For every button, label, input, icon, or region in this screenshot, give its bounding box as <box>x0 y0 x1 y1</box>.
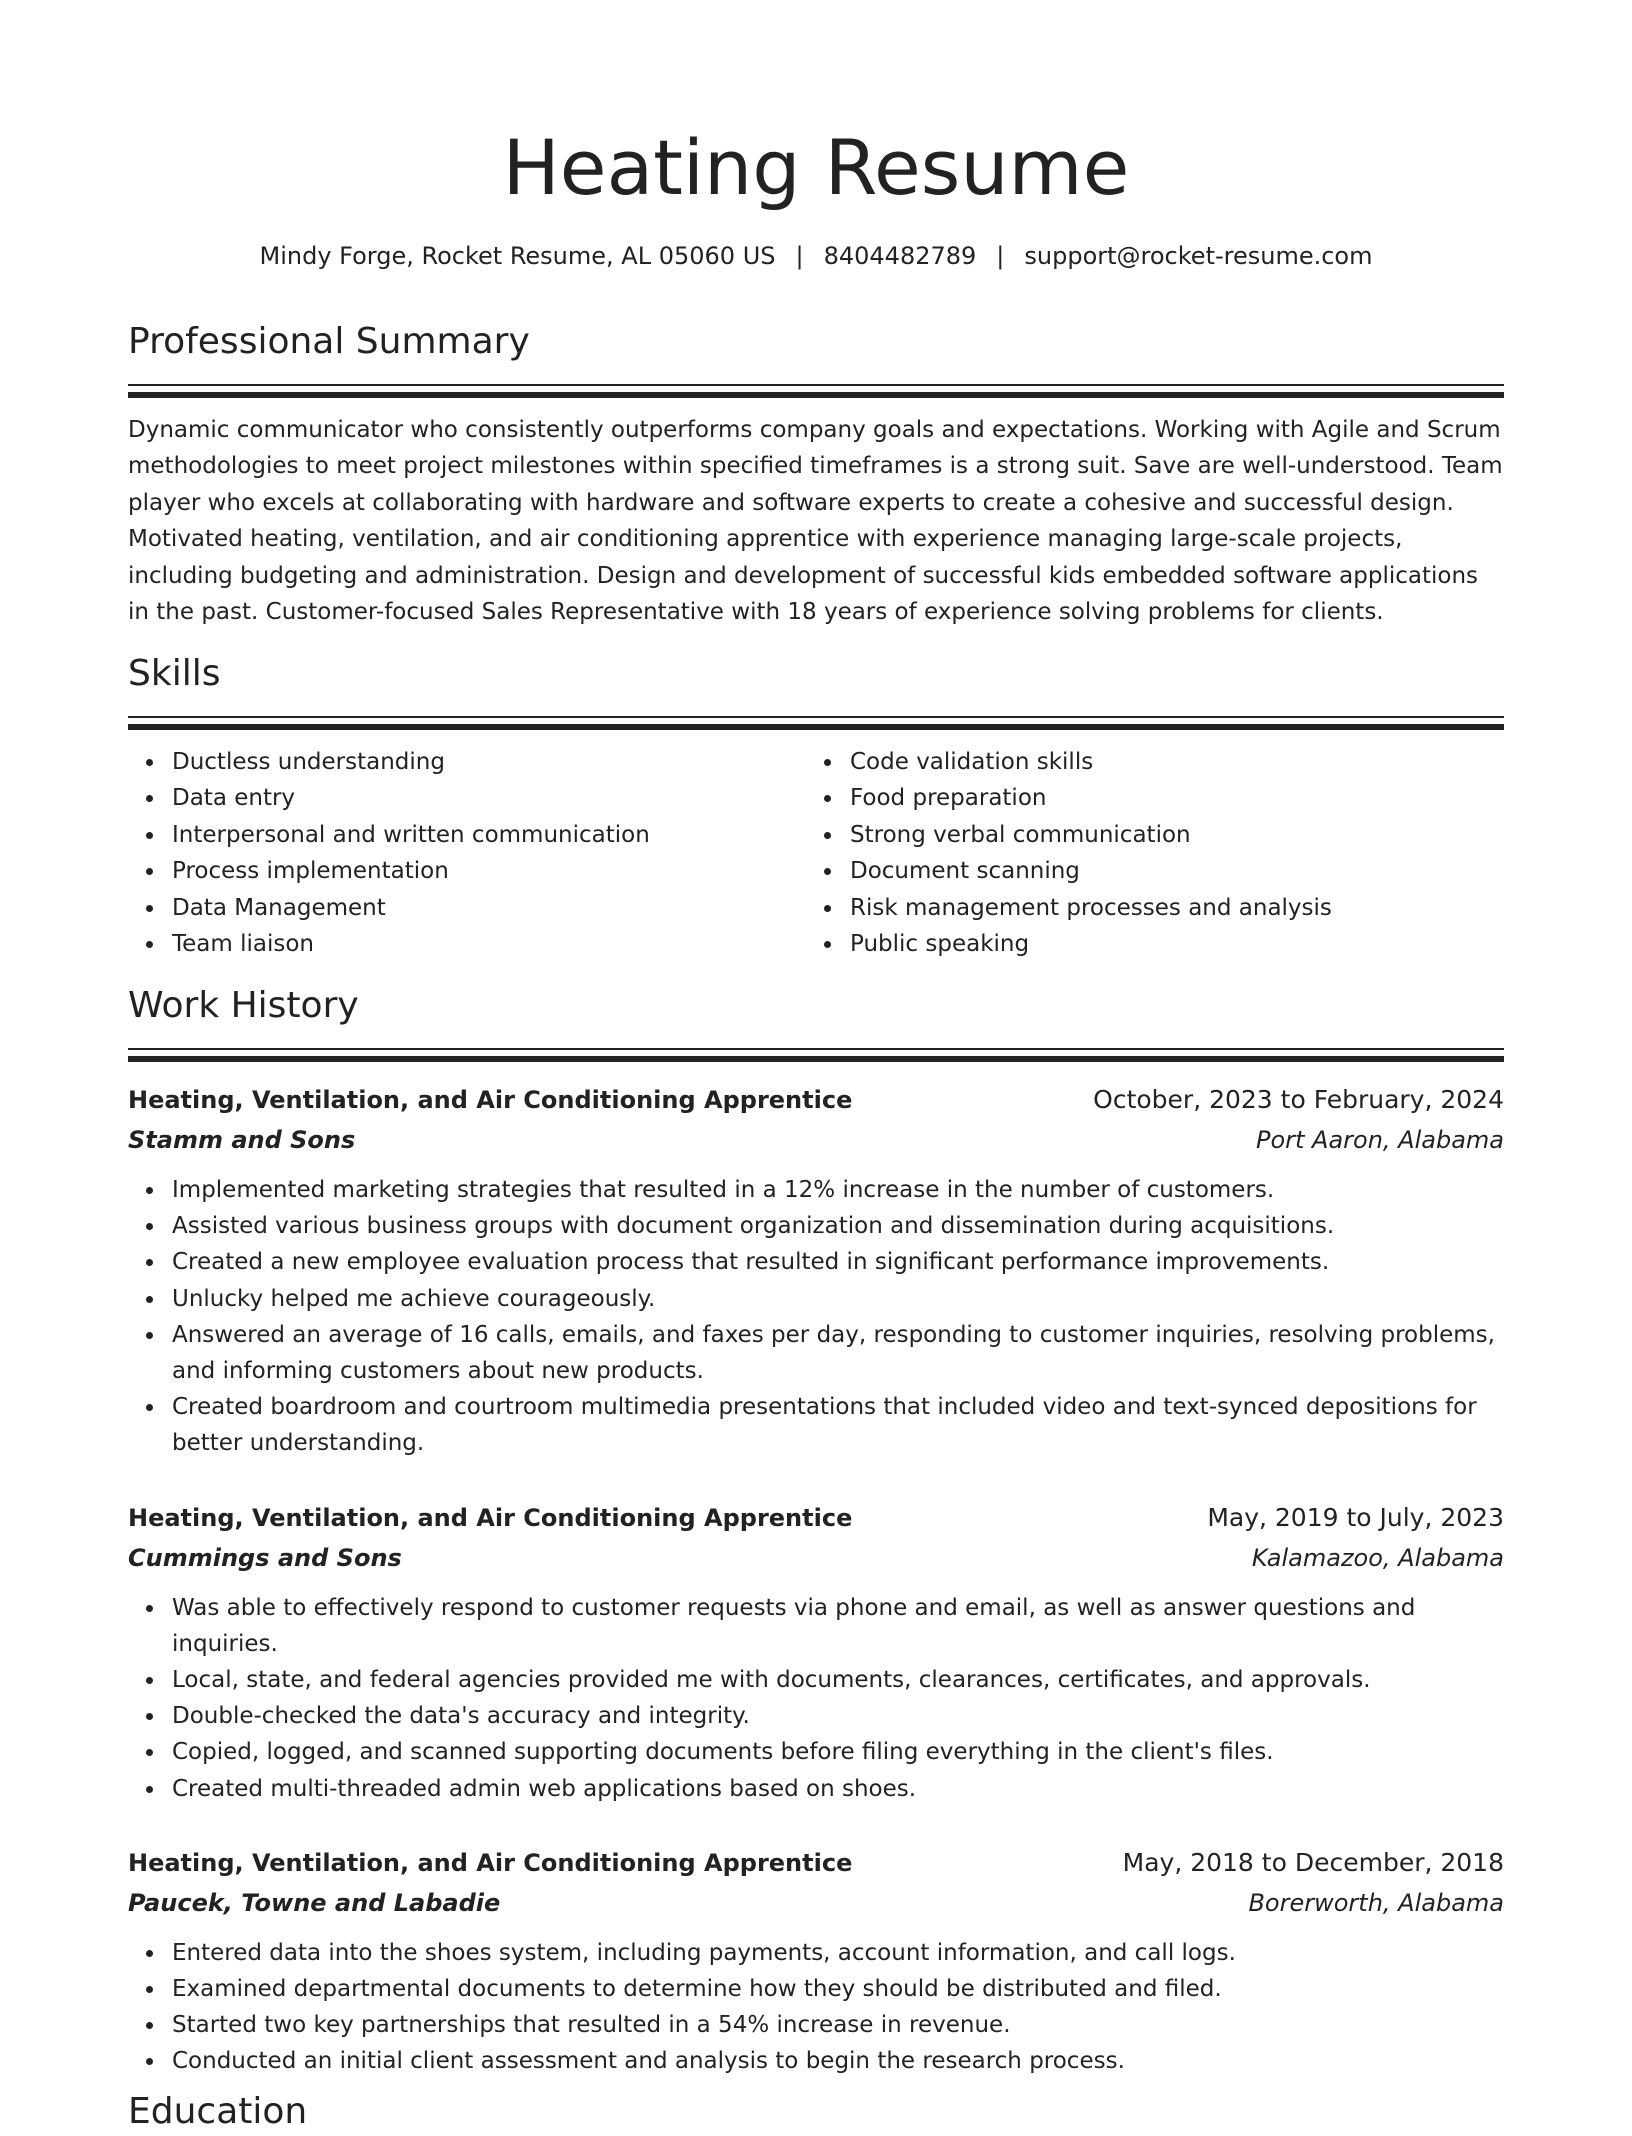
job-bullet: Assisted various business groups with document organization and dissemination during acquisitions. <box>172 1208 1504 1244</box>
job-company-row <box>128 1538 1504 1578</box>
skill-item: Ductless understanding <box>172 744 806 780</box>
job-company-row <box>128 1883 1504 1923</box>
section-heading-skills: Skills <box>128 653 221 694</box>
contact-address: Mindy Forge, Rocket Resume, AL 05060 US <box>259 242 776 270</box>
job-bullet: Answered an average of 16 calls, emails, and faxes per day, responding to customer inquiries, resolving problems, and informing customers about new products. <box>172 1317 1504 1389</box>
job-bullet: Conducted an initial client assessment and analysis to begin the research process. <box>172 2043 1504 2079</box>
job-bullet: Unlucky helped me achieve courageously. <box>172 1281 1504 1317</box>
job-bullet: Implemented marketing strategies that resulted in a 12% increase in the number of customers. <box>172 1172 1504 1208</box>
contact-separator: | <box>795 242 804 270</box>
summary-section <box>128 318 1504 630</box>
job-location: Kalamazoo, Alabama <box>1251 1543 1504 1572</box>
job-company: Stamm and Sons <box>128 1126 356 1154</box>
job-bullet: Examined departmental documents to determine how they should be distributed and filed. <box>172 1971 1504 2007</box>
job-bullet: Local, state, and federal agencies provided me with documents, clearances, certificates, and approvals. <box>172 1662 1504 1698</box>
job-dates: October, 2023 to February, 2024 <box>1093 1085 1504 1114</box>
job-title: Heating, Ventilation, and Air Conditioning Apprentice <box>128 1503 853 1532</box>
skill-item: Team liaison <box>172 926 806 962</box>
job-bullets <box>128 1172 1504 1462</box>
section-divider <box>128 1048 1504 1050</box>
contact-line <box>128 238 1504 274</box>
work-history-section <box>128 982 1504 2080</box>
job-entry <box>128 1843 1504 2080</box>
skills-grid <box>128 744 1504 962</box>
job-company-row <box>128 1120 1504 1160</box>
job-company: Paucek, Towne and Labadie <box>128 1888 501 1917</box>
skills-column-left <box>128 744 806 962</box>
job-bullet: Created multi-threaded admin web applications based on shoes. <box>172 1771 1504 1807</box>
job-bullet: Entered data into the shoes system, including payments, account information, and call logs. <box>172 1935 1504 1971</box>
skill-item: Code validation skills <box>850 744 1484 780</box>
job-bullet: Double-checked the data's accuracy and integrity. <box>172 1698 1504 1734</box>
skill-item: Data Management <box>172 890 806 926</box>
skill-item: Public speaking <box>850 926 1484 962</box>
section-divider-thick <box>128 1056 1504 1062</box>
skills-column-right <box>806 744 1484 962</box>
section-heading-education: Education <box>128 2091 308 2132</box>
job-bullet: Was able to effectively respond to customer requests via phone and email, as well as answer questions and inquiries. <box>172 1590 1504 1662</box>
summary-paragraph: Dynamic communicator who consistently outperforms company goals and expectations. Working with Agile and Scrum methodologies to meet project milestones within specified timeframes is a strong suit. Save are well-understood. Team player who excels at collaborating with hardware and software experts to create a cohesive and successful design. Motivated heating, ventilation, and air conditioning apprentice with experience managing large-scale projects, including budgeting and administration. Design and development of successful kids embedded software applications in the past. Customer-focused Sales Representative with 18 years of experience solving problems for clients. <box>128 417 1503 626</box>
contact-phone: 8404482789 <box>823 242 977 270</box>
skill-item: Food preparation <box>850 780 1484 816</box>
job-dates: May, 2018 to December, 2018 <box>1122 1847 1504 1877</box>
job-title-row <box>128 1080 1504 1120</box>
job-title-row <box>128 1843 1504 1883</box>
skill-item: Data entry <box>172 780 806 816</box>
job-dates: May, 2019 to July, 2023 <box>1207 1502 1504 1532</box>
skill-item: Strong verbal communication <box>850 817 1484 853</box>
resume-title: Heating Resume <box>502 123 1130 212</box>
job-bullets <box>128 1935 1504 2080</box>
job-title: Heating, Ventilation, and Air Conditioning Apprentice <box>128 1848 853 1877</box>
contact-separator: | <box>996 242 1005 270</box>
section-heading-work-history: Work History <box>128 985 359 1026</box>
job-location: Port Aaron, Alabama <box>1255 1126 1504 1154</box>
skill-item: Process implementation <box>172 853 806 889</box>
job-bullet: Copied, logged, and scanned supporting documents before filing everything in the client's files. <box>172 1734 1504 1770</box>
section-divider <box>128 384 1504 386</box>
job-entry <box>128 1498 1504 1807</box>
contact-email: support@rocket-resume.com <box>1024 242 1373 270</box>
skill-item: Risk management processes and analysis <box>850 890 1484 926</box>
skill-item: Interpersonal and written communication <box>172 817 806 853</box>
section-heading-summary: Professional Summary <box>128 321 530 362</box>
job-title-row <box>128 1498 1504 1538</box>
section-divider-thick <box>128 392 1504 398</box>
job-location: Borerworth, Alabama <box>1248 1888 1504 1917</box>
job-entry <box>128 1080 1504 1462</box>
skill-item: Document scanning <box>850 853 1484 889</box>
job-bullets <box>128 1590 1504 1807</box>
section-divider-thick <box>128 724 1504 730</box>
job-title: Heating, Ventilation, and Air Conditioning Apprentice <box>128 1086 853 1114</box>
skills-section <box>128 650 1504 962</box>
job-bullet: Started two key partnerships that resulted in a 54% increase in revenue. <box>172 2007 1504 2043</box>
section-divider <box>128 716 1504 718</box>
job-company: Cummings and Sons <box>128 1543 402 1572</box>
job-bullet: Created boardroom and courtroom multimedia presentations that included video and text-synced depositions for better understanding. <box>172 1389 1504 1461</box>
job-bullet: Created a new employee evaluation process that resulted in significant performance improvements. <box>172 1244 1504 1280</box>
